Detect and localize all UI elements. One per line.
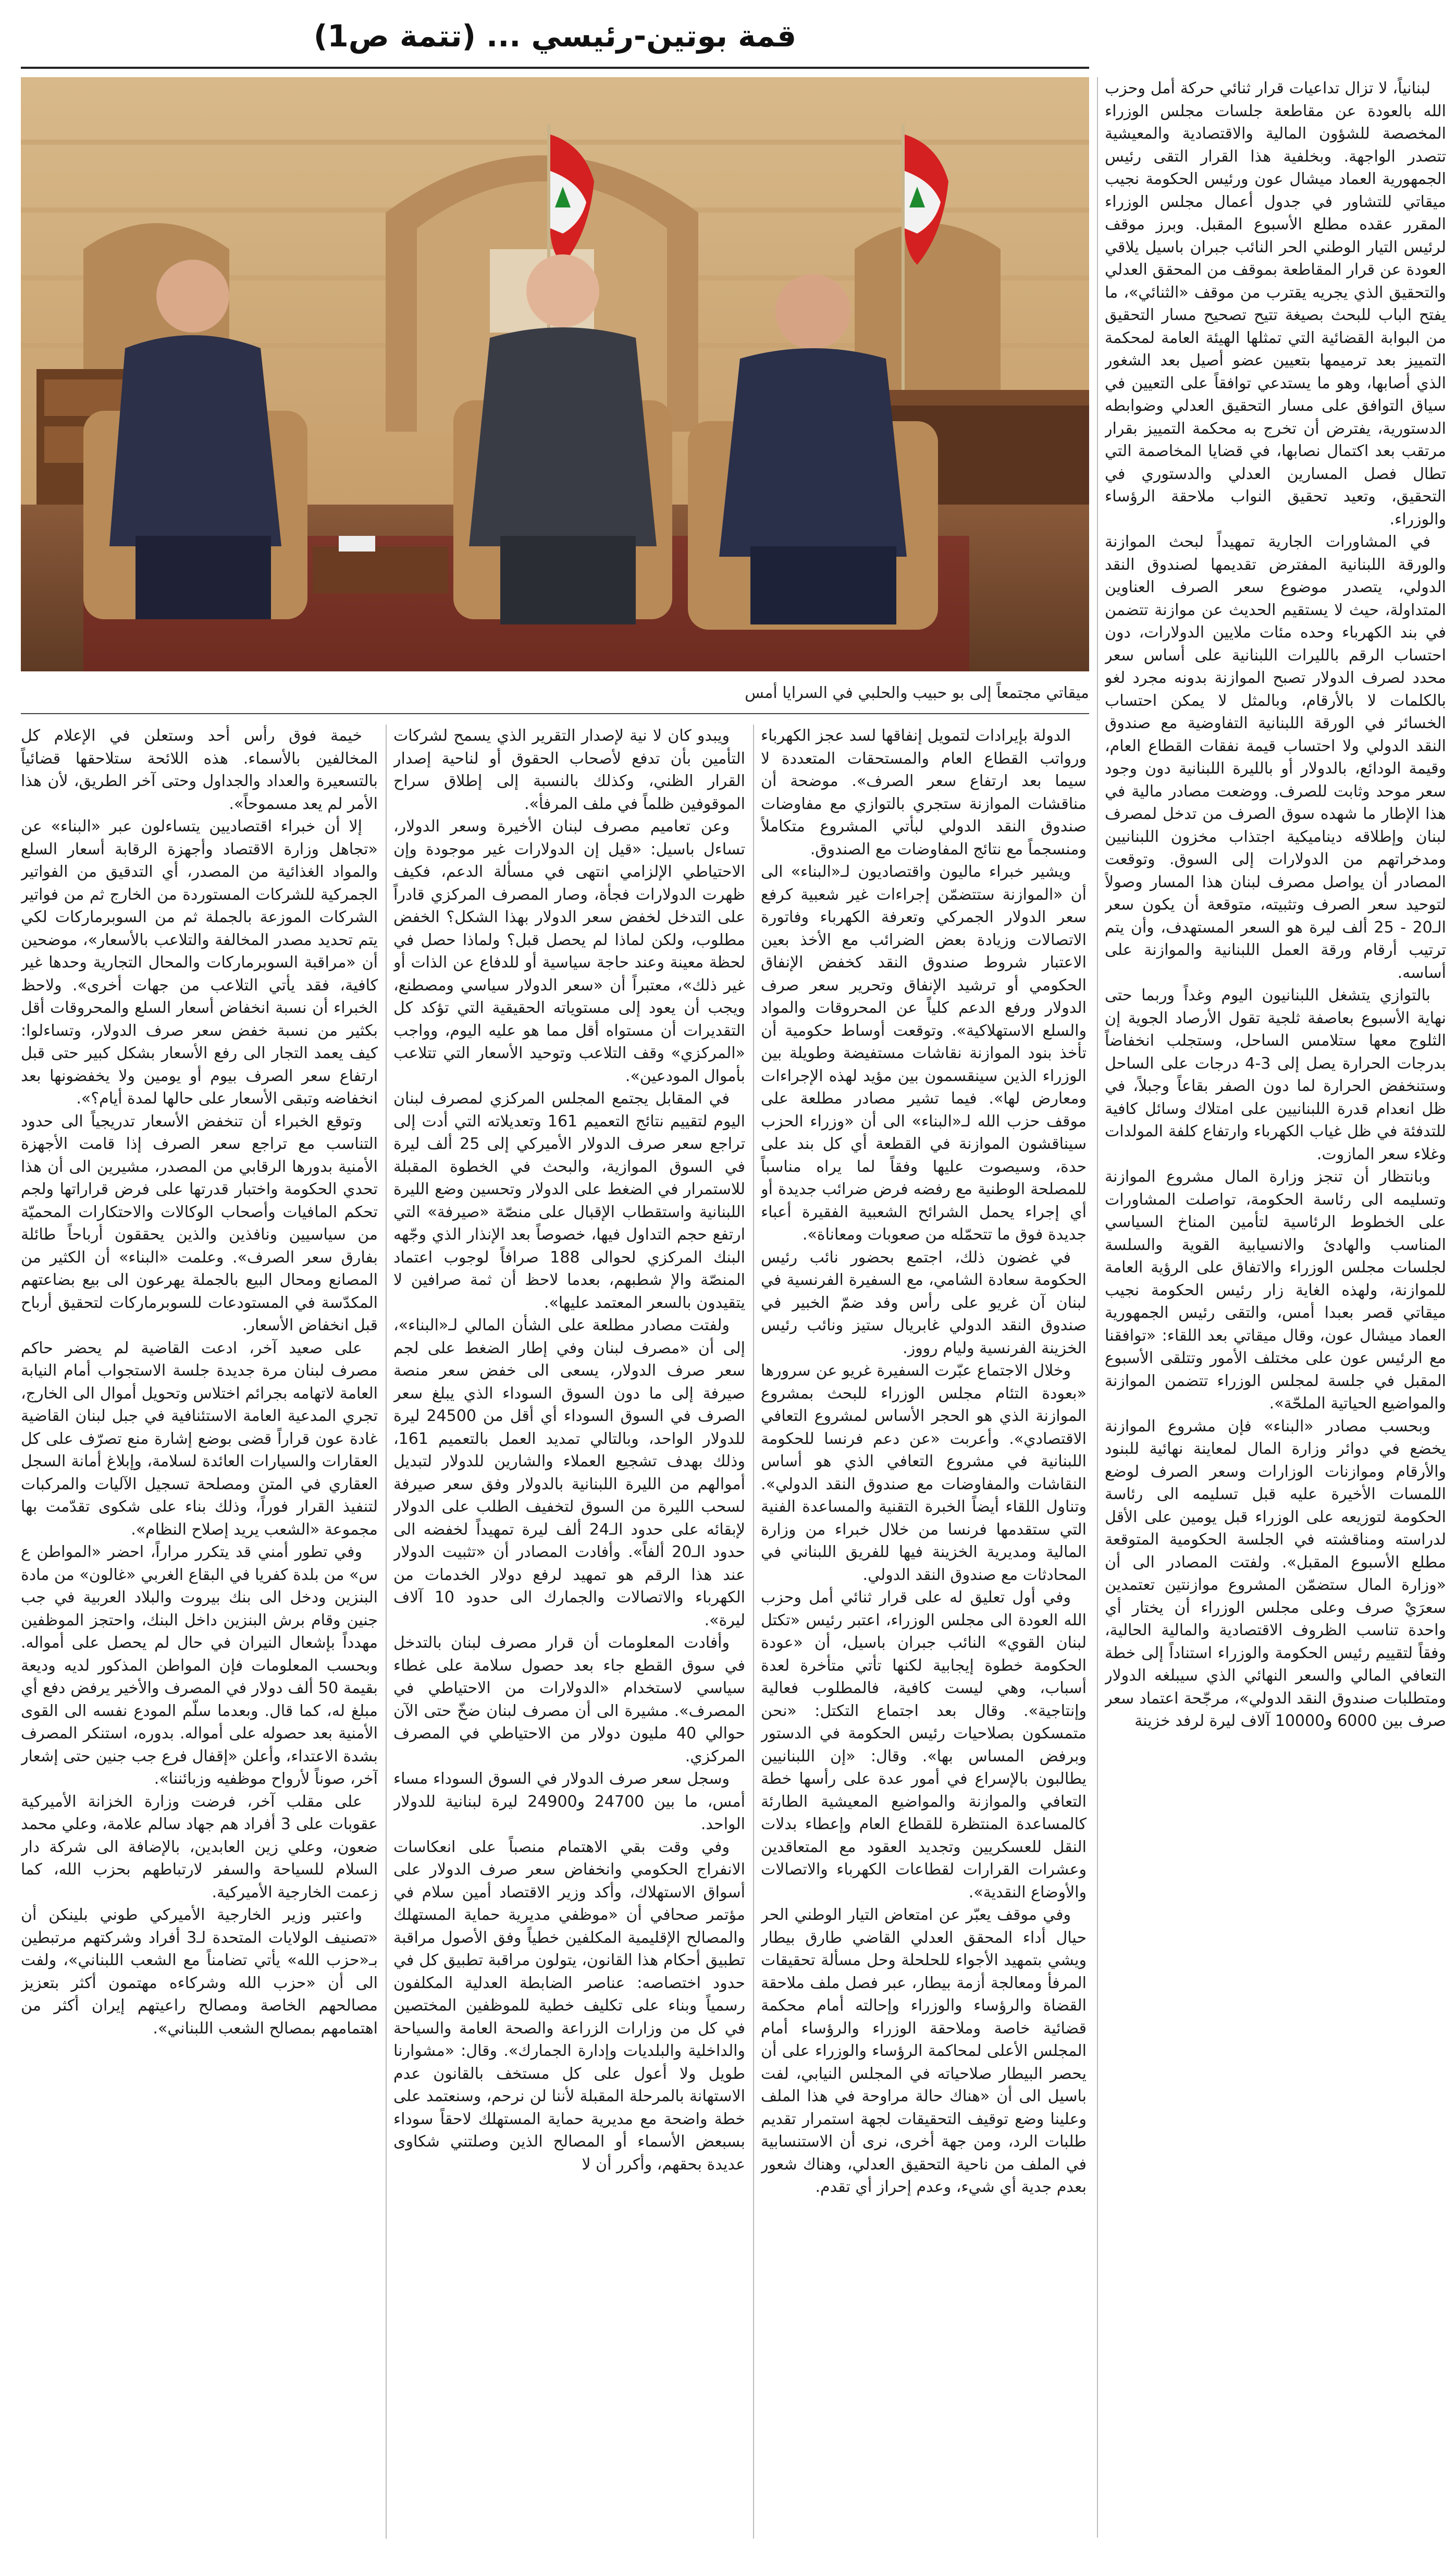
paragraph: على صعيد آخر، ادعت القاضية لم يحضر حاكم مصرف لبنان مرة جديدة جلسة الاستجواب أمام النيابة العامة لاتهامه بجرائم اختلاس وتحويل أموال الى الخارج، تجري المدعية العامة الاستئنافية في جبل لبنان القاضية غادة عون قراراً قضى بوضع إشارة منع تصرّف على كل العقارات والسيارات العائدة لسلامة، وإبلاغ أمانة السجل العقاري في المتن ومصلحة تسجيل الآليات والمركبات لتنفيذ القرار فوراً، وذلك بناء على شكوى تقدّمت بها مجموعة «الشعب يريد إصلاح النظام». xyxy=(21,1339,378,1539)
paragraph: وتوقع الخبراء أن تنخفض الأسعار تدريجياً الى حدود التناسب مع تراجع سعر الصرف إذا قامت الأجهزة الأمنية بدورها الرقابي من المصدر، مشيرين الى أن هذا تحدي الحكومة واختبار قدرتها على فرض قراراتها ولجم تحكم المافيات وأصحاب الوكالات والاحتكارات المحميّة من سياسيين ونافذين والذين يحققون أرباحاً طائلة بفارق سعر الصرف». وعلمت «البناء» أن الكثير من المصانع ومحال البيع بالجملة يهرعون الى بيع بضاعتهم المكدّسة في المستودعات للسوبرماركات لتحقيق أرباح قبل انخفاض الأسعار. xyxy=(21,1112,378,1334)
paragraph: وبانتظار أن تنجز وزارة المال مشروع الموازنة وتسليمه الى رئاسة الحكومة، تواصلت المشاورات على الخطوط الرئاسية لتأمين المناخ السياسي المناسب والهادئ والانسيابية القوية والسلسة لجلسات مجلس الوزراء والاتفاق على الرؤية العامة للموازنة، ولهذه الغاية زار رئيس الحكومة نجيب ميقاتي قصر بعبدا أمس، والتقى رئيس الجمهورية العماد ميشال عون، وقال ميقاتي بعد اللقاء: «توافقنا مع الرئيس عون على مختلف الأمور وتتلقى الأسبوع المقبل في جلسة لمجلس الوزراء تتضمن الموازنة والمواضيع الحياتية الملحّة». xyxy=(1105,1168,1446,1413)
column-divider xyxy=(753,725,754,2539)
paragraph: وخلال الاجتماع عبّرت السفيرة غريو عن سرورها «بعودة التئام مجلس الوزراء للبحث بمشروع الموازنة الذي هو الحجر الأساس لمشروع التعافي الاقتصادي». وأعربت «عن دعم فرنسا للحكومة اللبنانية في مشروع التعافي الذي هو أساس النقاشات والمفاوضات مع صندوق النقد الدولي». وتناول اللقاء أيضاً الخبرة التقنية والمساعدة الفنية التي ستقدمها فرنسا من خلال خبراء من وزارة المالية ومديرية الخزينة فيها للفريق اللبناني في المحادثات مع صندوق النقد الدولي. xyxy=(761,1362,1087,1584)
paragraph: في المشاورات الجارية تمهيداً لبحث الموازنة والورقة اللبنانية المفترض تقديمها لصندوق النقد الدولي، يتصدر موضوع سعر الصرف العناوين المتداولة، حيث لا يستقيم الحديث عن موازنة تتضمن في بند الكهرباء وحده مئات ملايين الدولارات، دون احتساب الرقم بالليرات اللبنانية على أساس سعر محدد لصرف الدولار تصبح الموازنة بدونه مجرد لغو بالكلمات لا بالأرقام، وبالمثل لا يمكن احتساب الخسائر في الورقة اللبنانية التفاوضية مع صندوق النقد الدولي ولا احتساب قيمة نفقات القطاع العام، وقيمة الودائع، بالدولار أو بالليرة اللبنانية دون وجود سعر موحد وثابت للصرف. ووضعت مصادر مالية في هذا الإطار ما شهده سوق الصرف من تدخل لمصرف لبنان وإطلاقه ديناميكية اجتذاب مخزون اللبنانيين ومدخراتهم من الدولارات إلى السوق. وتوقعت المصادر أن يواصل مصرف لبنان هذا المسار وصولاً لتوحيد سعر الصرف وتثبيته، متوقعة أن يكون سعر الـ20 - 25 ألف ليرة هو السعر المستهدف، وأن يتم ترتيب أرقام ورقة العمل اللبنانية والموازنة على أساسه. xyxy=(1105,533,1446,982)
paragraph: بالتوازي يتشغل اللبنانيون اليوم وغداً وربما حتى نهاية الأسبوع بعاصفة ثلجية تقول الأرصاد الجوية إن الثلوج معها ستلامس الساحل، وستجلب انخفاضاً بدرجات الحرارة يصل إلى 3-4 درجات على الساحل وستنخفض الحرارة لما دون الصفر بقاعاً وجبلاً، في ظل انعدام قدرة اللبنانيين على امتلاك وسائل كافية للتدفئة في ظل غياب الكهرباء وارتفاع كلفة المولدات وغلاء سعر المازوت. xyxy=(1105,986,1446,1163)
paragraph: ويشير خبراء ماليون واقتصاديون لـ«البناء» الى أن «الموازنة ستتضمّن إجراءات غير شعبية كرفع سعر الدولار الجمركي وتعرفة الكهرباء وفاتورة الاتصالات وزيادة بعض الضرائب مع الأخذ بعين الاعتبار شروط صندوق النقد كخفض الإنفاق الحكومي أو ترشيد الإنفاق وتحرير سعر صرف الدولار ورفع الدعم كلياً عن المحروقات والمواد والسلع الاستهلاكية». وتوقعت أوساط حكومية أن تأخذ بنود الموازنة نقاشات مستفيضة وطويلة بين الوزراء الذين سينقسمون بين مؤيد لهذه الإجراءات ومعارض لها». فيما تشير مصادر مطلعة على موقف حزب الله لـ«البناء» الى أن «وزراء الحزب سيناقشون الموازنة في القطعة أي كل بند على حدة، وسيصوت عليها وفقاً لما يراه مناسباً للمصلحة الوطنية مع رفضه فرض ضرائب جديدة أو أي إجراء يحمل الشرائح الشعبية الفقيرة أعباء جديدة فوق ما تتحمّله من صعوبات ومعاناة». xyxy=(761,863,1087,1244)
headline xyxy=(21,7,1089,65)
paragraph: الدولة بإيرادات لتمويل إنفاقها لسد عجز الكهرباء ورواتب القطاع العام والمستحقات المتعددة لا سيما بعد ارتفاع سعر الصرف». موضحة أن مناقشات الموازنة ستجري بالتوازي مع مفاوضات صندوق النقد الدولي لبأتي المشروع متكاملاً ومنسجماً مع نتائج المفاوضات مع الصندوق. xyxy=(761,727,1087,859)
article-column-1 xyxy=(1105,77,1446,2538)
paragraph: وفي أول تعليق له على قرار ثنائي أمل وحزب الله العودة الى مجلس الوزراء، اعتبر رئيس «تكتل لبنان القوي» النائب جبران باسيل، أن «عودة الحكومة خطوة إيجابية لكنها تأتي متأخرة لعدة أسباب، وهي ليست كافية، فالمطلوب فعالية وإنتاجية». وقال بعد اجتماع التكتل: «نحن متمسكون بصلاحيات رئيس الحكومة في الدستور وبرفض المساس بها». وقال: «إن اللبنانيين يطالبون بالإسراع في أمور عدة على رأسها خطة التعافي والموازنة والمواضيع المعيشية الطارئة كالمساعدة المنتظرة للقطاع العام وإعطاء بدلات النقل للعسكريين وتجديد العقود مع المتعاقدين وعشرات القرارات لقطاعات الكهرباء والاتصالات والأوضاع النقدية». xyxy=(761,1588,1087,1902)
article-column-2 xyxy=(761,725,1087,2539)
paragraph: ولفتت مصادر مطلعة على الشأن المالي لـ«البناء»، إلى أن «مصرف لبنان وفي إطار الضغط على لجم سعر صرف الدولار، يسعى الى خفض سعر منصة صيرفة إلى ما دون السوق السوداء الذي يبلغ سعر الصرف في السوق السوداء أي أقل من 24500 ليرة للدولار الواحد، وبالتالي تمديد العمل بالتعميم 161، وذلك بهدف تشجيع العملاء والشارين للدولار لتبديل أموالهم من الليرة اللبنانية بالدولار وفق سعر صيرفة لسحب الليرة من السوق لتخفيف الطلب على الدولار لإبقائه على حدود الـ24 ألف ليرة تمهيداً لخفضه الى حدود الـ20 ألفاً». وأفادت المصادر أن «تثبيت الدولار عند هذا الرقم هو تمهيد لرفع دولار الخدمات من الكهرباء والاتصالات والجمارك الى حدود 10 آلاف ليرة». xyxy=(393,1316,745,1629)
paragraph: وفي موقف يعبّر عن امتعاض التيار الوطني الحر حيال أداء المحقق العدلي القاضي طارق بيطار ويشي بتمهيد الأجواء للحلحلة وحل مسألة تحقيقات المرفأ ومعالجة أزمة بيطار، عبر فصل ملف ملاحقة القضاة والرؤساء والوزراء وإحالته أمام محكمة قضائية خاصة وملاحقة الوزراء والرؤساء أمام المجلس الأعلى لمحاكمة الرؤساء والوزراء على أن يحصر البيطار صلاحياته في المجلس النيابي، لفت باسيل الى أن «هناك حالة مراوحة في هذا الملف وعلينا وضع توقيف التحقيقات لجهة استمرار تقديم طلبات الرد، ومن جهة أخرى، نرى أن الاستنسابية في الملف من ناحية التحقيق العدلي، وهناك شعور بعدم جدية أي شيء، وعدم إحراز أي تقدم. xyxy=(761,1906,1087,2196)
meeting-photo xyxy=(21,77,1089,671)
paragraph: وفي وقت بقي الاهتمام منصباً على انعكاسات الانفراج الحكومي وانخفاض سعر صرف الدولار على أسواق الاستهلاك، وأكد وزير الاقتصاد أمين سلام في مؤتمر صحافي أن «موظفي مديرية حماية المستهلك والمصالح الإقليمية المكلفين خطياً وفق الأصول مراقبة تطبيق أحكام هذا القانون، يتولون مراقبة تطبيق كل في حدود اختصاصه: عناصر الضابطة العدلية المكلفون رسمياً وبناء على تكليف خطية للموظفين المختصين في كل من وزارات الزراعة والصحة العامة والسياحة والداخلية والبلديات وإدارة الجمارك». وقال: «مشوارنا طويل ولا أعول على كل مستخف بالقانون عدم الاستهانة بالمرحلة المقبلة لأننا لن نرحم، وسنعتمد على خطة واضحة مع مديرية حماية المستهلك لاحقاً سوداء بسبعض الأسماء أو المصالح الذين وصلتني شكاوى عديدة بحقهم، وأكرر أن لا xyxy=(393,1837,745,2174)
photo-caption: ميقاتي مجتمعاً إلى بو حبيب والحلبي في السرايا أمس xyxy=(745,684,1089,702)
paragraph: ويبدو كان لا نية لإصدار التقرير الذي يسمح لشركات التأمين بأن تدفع لأصحاب الحقوق أو لناحية إصدار القرار الظني، وكذلك بالنسبة إلى إطلاق سراح الموقوفين ظلماً في ملف المرفأ». xyxy=(393,727,745,813)
paragraph: وسجل سعر صرف الدولار في السوق السوداء مساء أمس، ما بين 24700 و24900 ليرة لبنانية للدولار الواحد. xyxy=(393,1770,745,1833)
article-column-3 xyxy=(393,725,745,2539)
caption-rule xyxy=(21,713,1089,714)
paragraph: وعن تعاميم مصرف لبنان الأخيرة وسعر الدولار، تساءل باسيل: «قيل إن الدولارات غير موجودة وإن الاحتياطي الإلزامي انتهى في مسألة الدعم، فكيف ظهرت الدولارات فجأة، وصار المصرف المركزي قادراً على التدخل لخفض سعر الدولار بهذا الشكل؟ الخفض مطلوب، ولكن لماذا لم يحصل قبل؟ ولماذا حصل في لحظة معينة وعند حاجة سياسية أو للدفاع عن الذات أو غير ذلك»، معتبراً أن «سعر الدولار سياسي ومصطنع، ويجب أن يعود إلى مستوياته الحقيقية التي تؤكد كل التقديرات أن مستواه أقل مما هو عليه اليوم، وواجب «المركزي» وقف التلاعب وتوحيد الأسعار التي تتلاعب بأموال المودعين». xyxy=(393,817,745,1085)
headline-rule xyxy=(21,67,1089,69)
paragraph: في المقابل يجتمع المجلس المركزي لمصرف لبنان اليوم لتقييم نتائج التعميم 161 وتعديلاته التي أدت إلى تراجع سعر صرف الدولار الأميركي إلى 25 ألف ليرة في السوق الموازية، والبحث في الخطوة المقبلة للاستمرار في الضغط على الدولار وتحسين وضع الليرة اللبنانية واستقطاب الإقبال على منصّة «صيرفة» التي ارتفع حجم التداول فيها، خصوصاً بعد الإنذار الذي وجّهه البنك المركزي لحوالى 188 صرافاً لوجوب اعتماد المنصّة والإ شطبهم، بعدما لاحظ أن ثمة صرافين لا يتقيدون بالسعر المعتمد عليها». xyxy=(393,1089,745,1312)
headline-text: قمة بوتين-رئيسي ... (تتمة ص1) xyxy=(313,18,797,54)
paragraph: لبنانياً، لا تزال تداعيات قرار ثنائي حركة أمل وحزب الله بالعودة عن مقاطعة جلسات مجلس الوزراء المخصصة للشؤون المالية والاقتصادية والمعيشية تتصدر الواجهة. وبخلفية هذا القرار التقى رئيس الجمهورية العماد ميشال عون ورئيس الحكومة نجيب ميقاتي للتشاور في جدول أعمال مجلس الوزراء المقرر عقده مطلع الأسبوع المقبل. وبرز موقف لرئيس التيار الوطني الحر النائب جبران باسيل يلاقي العودة عن قرار المقاطعة بموقف من المحقق العدلي والتحقيق الذي يجريه يقترب من موقف «الثنائي»، ما يفتح الباب للبحث بصيغة تتيح تصحيح مسار التحقيق من البوابة القضائية التي تمثلها الهيئة العامة لمحكمة التمييز بعد ترميمها بتعيين عضو أصيل بعد الشغور الذي أصابها، وهو ما يستدعي توافقاً على التعيين في سياق التوافق على مسار التحقيق العدلي وضوابطه الدستورية، يفترض أن تخرج به محكمة التمييز بقرار مرتقب بعد اكتمال نصابها، في قضايا المخاصمة التي تطال فصل المسارين العدلي والدستوري في التحقيق، وتعيد تحقيق النواب ملاحقة الرؤساء والوزراء. xyxy=(1105,79,1446,529)
paragraph: خيمة فوق رأس أحد وستعلن في الإعلام كل المخالفين بالأسماء. هذه اللائحة ستلاحقها قضائياً بالتسعيرة والعداد والجداول وحتى آخر الطريق، لأن هذا الأمر لم يعد مسموحاً». xyxy=(21,727,378,813)
column-divider xyxy=(1097,77,1098,2538)
article-column-4 xyxy=(21,725,378,2539)
paragraph: إلا أن خبراء اقتصاديين يتساءلون عبر «البناء» عن «تجاهل وزارة الاقتصاد وأجهزة الرقابة أسعار السلع والمواد الغذائية من المصدر، أي التدقيق من الفواتير الجمركية للشركات المستوردة من الخارج ثم من فواتير الشركات الموزعة بالجملة ثم من السوبرماركات لكي يتم تحديد مصدر المخالفة والتلاعب بالأسعار»، موضحين أن «مراقبة السوبرماركات والمحال التجارية وحدها غير كافية، فقد يأتي التلاعب من جهات أخرى». ولاحظ الخبراء أن نسبة انخفاض أسعار السلع والمحروقات أقل بكثير من نسبة خفض سعر صرف الدولار، وتساءلوا: كيف يعمد التجار الى رفع الأسعار بشكل كبير حتى قبل ارتفاع سعر الصرف بيوم أو يومين ولا يخفضونها بعد انخفاضه وتبقى الأسعار على حالها لمدة أيام؟». xyxy=(21,817,378,1108)
column-divider xyxy=(386,725,387,2539)
paragraph: واعتبر وزير الخارجية الأميركي طوني بلينكن أن «تصنيف الولايات المتحدة لـ3 أفراد وشركتهم مرتبطين بـ«حزب الله» يأتي تضامناً مع الشعب اللبناني»، ولفت الى أن «حزب الله وشركاءه مهتمون أكثر بتعزيز مصالحهم الخاصة ومصالح راعيتهم إيران أكثر من اهتمامهم بمصالح الشعب اللبناني». xyxy=(21,1906,378,2038)
paragraph: على مقلب آخر، فرضت وزارة الخزانة الأميركية عقوبات على 3 أفراد هم جهاد سالم علامة، وعلي محمد ضعون، وعلي زين العابدين، بالإضافة الى شركة دار السلام للسياحة والسفر لارتباطهم بحزب الله، كما زعمت الخارجية الأميركية. xyxy=(21,1792,378,1902)
paragraph: في غضون ذلك، اجتمع بحضور نائب رئيس الحكومة سعادة الشامي، مع السفيرة الفرنسية في لبنان آن غريو على رأس وفد ضمّ الخبير في صندوق النقد الدولي غابريال ستيز ونائب رئيس الخزينة الفرنسية وليام رووز. xyxy=(761,1248,1087,1357)
meeting-photo-image xyxy=(21,77,1089,671)
paragraph: وأفادت المعلومات أن قرار مصرف لبنان بالتدخل في سوق القطع جاء بعد حصول سلامة على غطاء سياسي لاستخدام «الدولارات من الاحتياطي في المصرف». مشيرة الى أن مصرف لبنان ضخّ حتى الآن حوالي 40 مليون دولار من الاحتياطي في المصرف المركزي. xyxy=(393,1634,745,1766)
paragraph: وبحسب مصادر «البناء» فإن مشروع الموازنة يخضع في دوائر وزارة المال لمعاينة نهائية للبنود والأرقام وموازنات الوزارات وسعر الصرف لوضع اللمسات الأخيرة عليه قبل تسليمه الى رئاسة الحكومة لتوزيعه على الوزراء قبل يومين على الأقل لدراسته ومناقشته في الجلسة الحكومية المتوقعة مطلع الأسبوع المقبل». ولفتت المصادر الى أن «وزارة المال ستضمّن المشروع موازنتين تعتمدين سعرَيْ صرف وعلى مجلس الوزراء أن يختار أي واحدة تناسب الظروف الاقتصادية والمالية الحالية، وفقاً لتقييم رئيس الحكومة والوزراء استناداً إلى خطة التعافي المالي والسعر النهائي الذي سيبلغه الدولار ومتطلبات صندوق النقد الدولي»، مرجّحة اعتماد سعر صرف بين 6000 و10000 آلاف ليرة لرفد خزينة xyxy=(1105,1417,1446,1730)
paragraph: وفي تطور أمني قد يتكرر مراراً، احضر «المواطن ع س» من بلدة كفريا في البقاع الغربي «غالون» من مادة البنزين ودخل الى بنك بيروت والبلاد العربية في جب جنين وقام برش البنزين داخل البنك، واحتجز الموظفين مهدداً بإشعال النيران في حال لم يحصل على أمواله. وبحسب المعلومات فإن المواطن المذكور لديه وديعة بقيمة 50 ألف دولار في المصرف والأخير يرفض دفع أي مبلغ له، كما قال. وبعدما سلّم المودع نفسه الى القوى الأمنية بعد حصوله على أمواله. بدوره، استنكر المصرف بشدة الاعتداء، وأعلن «إقفال فرع جب جنين حتى إشعار آخر، صوناً لأرواح موظفيه وزبائننا». xyxy=(21,1543,378,1788)
